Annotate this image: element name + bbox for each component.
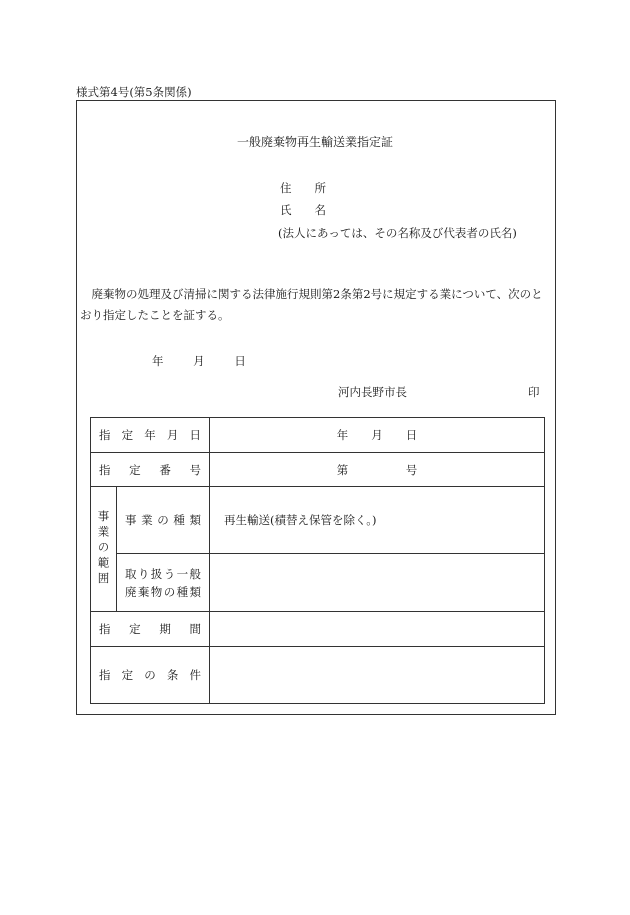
business-type-value: 再生輸送(積替え保管を除く。)	[210, 487, 545, 554]
scope-label-cell	[91, 487, 117, 612]
designation-number-value: 第 号	[210, 453, 545, 487]
waste-type-label-line2: 廃棄物の種類	[125, 584, 201, 599]
scope-label: 事業の範囲	[96, 510, 111, 588]
table-row	[91, 554, 545, 612]
year-label: 年	[152, 354, 164, 368]
waste-type-value	[210, 554, 545, 612]
designation-table	[90, 417, 545, 704]
table-row	[91, 487, 545, 554]
day-label: 日	[234, 354, 246, 368]
name-label: 氏 名	[280, 203, 326, 217]
period-value	[210, 612, 545, 647]
table-row	[91, 453, 545, 487]
table-row	[91, 647, 545, 704]
conditions-value	[210, 647, 545, 704]
address-label: 住 所	[280, 181, 326, 195]
certification-text: 廃棄物の処理及び清掃に関する法律施行規則第2条第2号に規定する業について、次のとおり指定したことを証する。	[80, 287, 543, 322]
waste-type-label	[117, 554, 210, 612]
month-label: 月	[193, 354, 205, 368]
corporation-note: (法人にあっては、その名称及び代表者の氏名)	[278, 226, 517, 240]
designation-date-label: 指 定 年 月 日	[91, 418, 210, 453]
certificate-title: 一般廃棄物再生輸送業指定証	[236, 135, 393, 149]
designation-date-value: 年 月 日	[210, 418, 545, 453]
form-number-label: 様式第4号(第5条関係)	[76, 85, 192, 99]
mayor-title: 河内長野市長	[338, 385, 407, 399]
designation-number-label: 指 定 番 号	[91, 453, 210, 487]
issue-date	[152, 353, 272, 369]
period-label: 指 定 期 間	[91, 612, 210, 647]
conditions-label: 指 定 の 条 件	[91, 647, 210, 704]
seal-mark: 印	[528, 385, 540, 399]
table-row	[91, 418, 545, 453]
table-row	[91, 612, 545, 647]
waste-type-label-line1: 取り扱う一般	[125, 566, 201, 581]
business-type-label: 事 業 の 種 類	[117, 487, 210, 554]
